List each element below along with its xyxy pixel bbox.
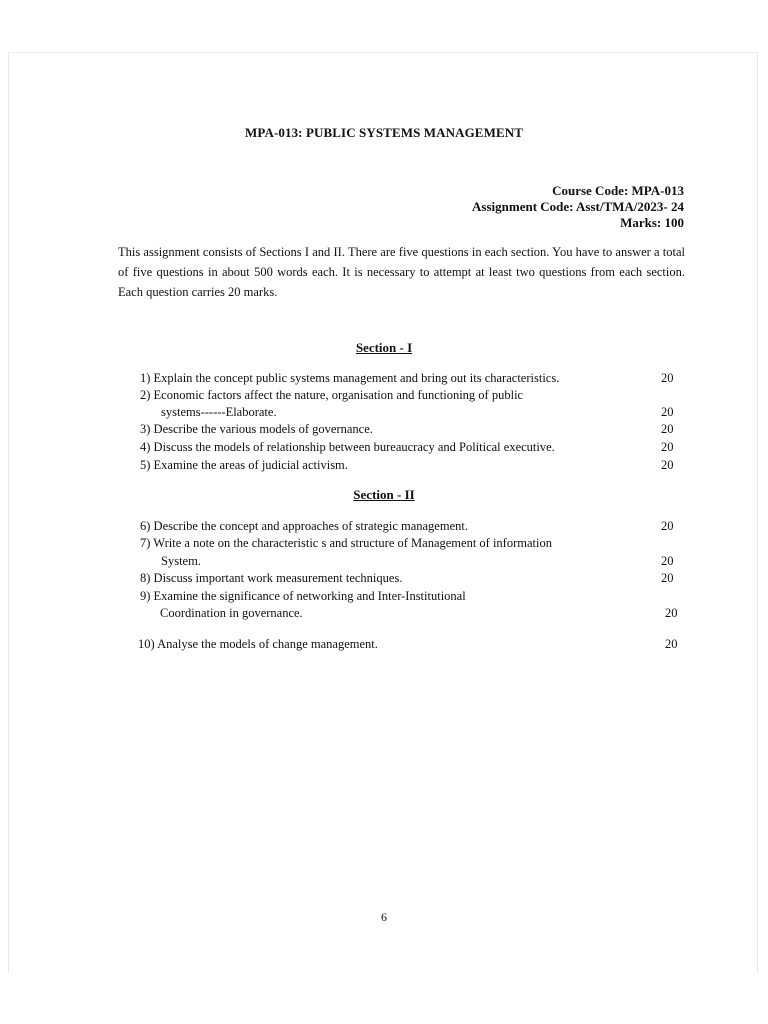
question-6-marks: 20 (661, 519, 674, 533)
course-code: Course Code: MPA-013 (552, 183, 684, 198)
question-2-text-continued: systems------Elaborate. (161, 405, 277, 419)
section-1-heading: Section - I (355, 340, 413, 355)
question-10-text: 10) Analyse the models of change management. (138, 637, 378, 651)
question-10-marks: 20 (665, 637, 678, 651)
page-number: 6 (381, 910, 387, 924)
instructions-paragraph: This assignment consists of Sections I and II. There are five questions in each section. You have to answer a total of five questions in about 500 words each. It is necessary to attempt at least two questions from each section. Each question carries 20 marks. (118, 245, 685, 299)
question-6-text: 6) Describe the concept and approaches of strategic management. (140, 519, 468, 533)
document-title: MPA-013: PUBLIC SYSTEMS MANAGEMENT (245, 125, 523, 140)
total-marks: Marks: 100 (620, 215, 684, 230)
question-2-marks: 20 (661, 405, 674, 419)
question-8-text: 8) Discuss important work measurement techniques. (140, 571, 403, 585)
question-9-text: 9) Examine the significance of networking and Inter-Institutional (140, 589, 466, 603)
question-1-marks: 20 (661, 371, 674, 385)
question-1-text: 1) Explain the concept public systems management and bring out its characteristics. (140, 371, 560, 385)
question-9-marks: 20 (665, 606, 678, 620)
question-5-marks: 20 (661, 458, 674, 472)
question-3-text: 3) Describe the various models of governance. (140, 422, 373, 436)
question-3-marks: 20 (661, 422, 674, 436)
question-7-text: 7) Write a note on the characteristic s and structure of Management of information (140, 536, 552, 550)
question-5-text: 5) Examine the areas of judicial activism. (140, 458, 348, 472)
assignment-code: Assignment Code: Asst/TMA/2023- 24 (472, 199, 684, 214)
section-2-heading: Section - II (353, 487, 415, 502)
question-2-text: 2) Economic factors affect the nature, organisation and functioning of public (140, 388, 524, 402)
question-8-marks: 20 (661, 571, 674, 585)
question-9-text-continued: Coordination in governance. (160, 606, 303, 620)
question-4-text: 4) Discuss the models of relationship between bureaucracy and Political executive. (140, 440, 555, 454)
question-7-text-continued: System. (161, 554, 201, 568)
question-7-marks: 20 (661, 554, 674, 568)
question-4-marks: 20 (661, 440, 674, 454)
assignment-codes-block (472, 183, 684, 231)
